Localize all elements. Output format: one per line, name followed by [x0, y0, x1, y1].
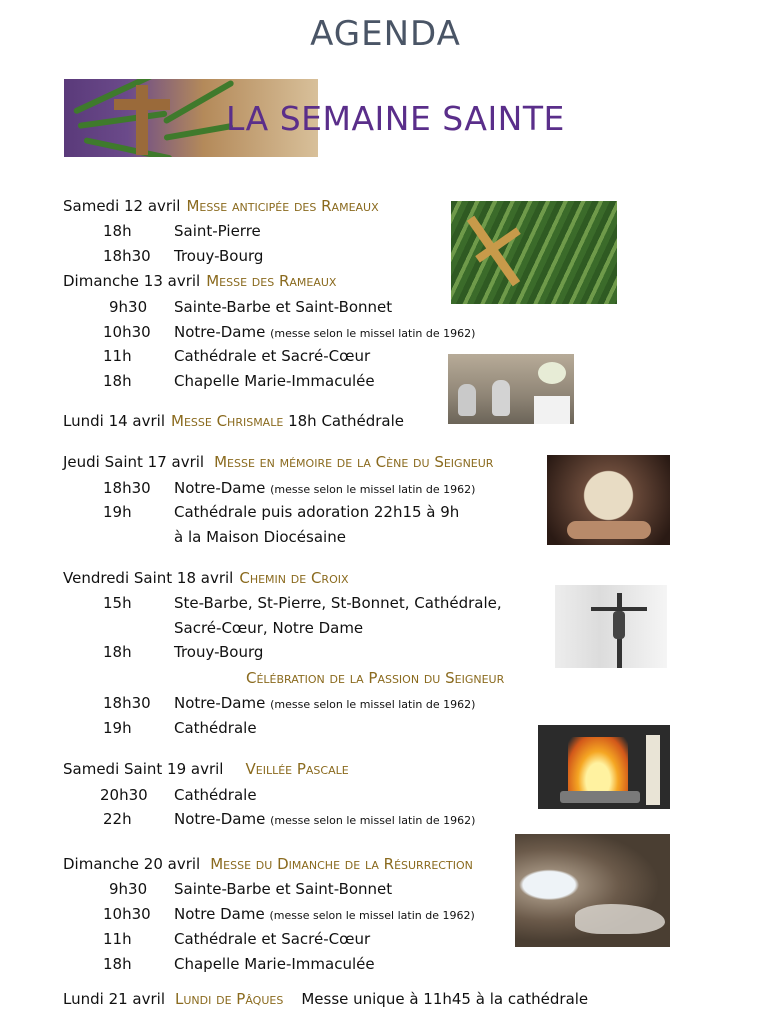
event-heading: [240, 668, 504, 688]
time: 11h: [103, 347, 132, 365]
time: 10h30: [103, 905, 151, 923]
place: Sainte-Barbe et Saint-Bonnet: [174, 880, 393, 898]
time: 18h30: [103, 247, 151, 265]
cross-icon: [136, 85, 148, 155]
place: Chapelle Marie-Immaculée: [174, 955, 375, 973]
event-detail: Messe unique à 11h45 à la cathédrale: [301, 990, 589, 1008]
time: 10h30: [103, 323, 151, 341]
note: (messe selon le missel latin de 1962): [269, 909, 475, 922]
empty-tomb-photo: [515, 834, 670, 947]
event-label: Messe des Rameaux: [206, 272, 337, 290]
event-label: Messe en mémoire de la Cène du Seigneur: [214, 453, 494, 471]
place: Sacré-Cœur, Notre Dame: [174, 619, 364, 637]
note: (messe selon le missel latin de 1962): [270, 698, 476, 711]
place: [174, 693, 475, 715]
day-heading: [63, 854, 473, 874]
place-name: Notre-Dame: [174, 323, 266, 341]
event-label: Messe anticipée des Rameaux: [186, 197, 379, 215]
place: [174, 478, 475, 500]
place: [174, 904, 475, 926]
time: 19h: [103, 719, 132, 737]
place-name: Notre-Dame: [174, 694, 266, 712]
event-label: Veillée Pascale: [245, 760, 349, 778]
note: (messe selon le missel latin de 1962): [270, 327, 476, 340]
time: 22h: [103, 810, 132, 828]
event-label: Messe du Dimanche de la Résurrection: [210, 855, 473, 873]
place: Cathédrale et Sacré-Cœur: [174, 347, 371, 365]
place: Cathédrale et Sacré-Cœur: [174, 930, 371, 948]
place: Saint-Pierre: [174, 222, 261, 240]
day-heading: [63, 759, 349, 779]
day-heading: [63, 411, 404, 431]
place: Cathédrale: [174, 786, 257, 804]
day-label: Vendredi Saint 18 avril: [63, 569, 234, 587]
time: 18h30: [103, 694, 151, 712]
day-heading: [63, 452, 493, 472]
page-title: AGENDA: [310, 14, 461, 54]
palm-cross-photo: [451, 201, 617, 304]
event-label: Lundi de Pâques: [175, 990, 284, 1008]
event-detail: 18h Cathédrale: [288, 412, 404, 430]
time: 18h: [103, 643, 132, 661]
day-label: Samedi 12 avril: [63, 197, 181, 215]
day-label: Dimanche 20 avril: [63, 855, 201, 873]
place: Sainte-Barbe et Saint-Bonnet: [174, 298, 393, 316]
time: 18h30: [103, 479, 151, 497]
place: Ste-Barbe, St-Pierre, St-Bonnet, Cathédrale,: [174, 594, 502, 612]
time: 15h: [103, 594, 132, 612]
place: Trouy-Bourg: [174, 247, 264, 265]
day-heading: [63, 989, 588, 1009]
time: 20h30: [100, 786, 148, 804]
crucifix-photo: [555, 585, 667, 668]
place: Cathédrale: [174, 719, 257, 737]
chrism-vessels-photo: [448, 354, 574, 424]
time: 11h: [103, 930, 132, 948]
time: 18h: [103, 955, 132, 973]
paschal-fire-photo: [538, 725, 670, 809]
day-label: Samedi Saint 19 avril: [63, 760, 224, 778]
note: (messe selon le missel latin de 1962): [270, 814, 476, 827]
place: [174, 322, 475, 344]
place: Trouy-Bourg: [174, 643, 264, 661]
time: 19h: [103, 503, 132, 521]
day-label: Lundi 21 avril: [63, 990, 165, 1008]
place: Chapelle Marie-Immaculée: [174, 372, 375, 390]
day-heading: [63, 271, 336, 291]
note: (messe selon le missel latin de 1962): [270, 483, 476, 496]
eucharist-photo: [547, 455, 670, 545]
section-title: LA SEMAINE SAINTE: [226, 99, 565, 138]
event-label: Chemin de Croix: [239, 569, 349, 587]
place-name: Notre Dame: [174, 905, 265, 923]
day-heading: [63, 196, 379, 216]
time: 9h30: [109, 298, 148, 316]
time: 18h: [103, 222, 132, 240]
place: [174, 809, 475, 831]
event-label: Messe Chrismale: [171, 412, 284, 430]
day-label: Jeudi Saint 17 avril: [63, 453, 205, 471]
place-name: Notre-Dame: [174, 479, 266, 497]
place: à la Maison Diocésaine: [174, 528, 346, 546]
place-name: Notre-Dame: [174, 810, 266, 828]
day-heading: [63, 568, 349, 588]
day-label: Dimanche 13 avril: [63, 272, 201, 290]
event-label: Célébration de la Passion du Seigneur: [246, 669, 505, 687]
time: 18h: [103, 372, 132, 390]
day-label: Lundi 14 avril: [63, 412, 165, 430]
time: 9h30: [109, 880, 148, 898]
place: Cathédrale puis adoration 22h15 à 9h: [174, 503, 460, 521]
